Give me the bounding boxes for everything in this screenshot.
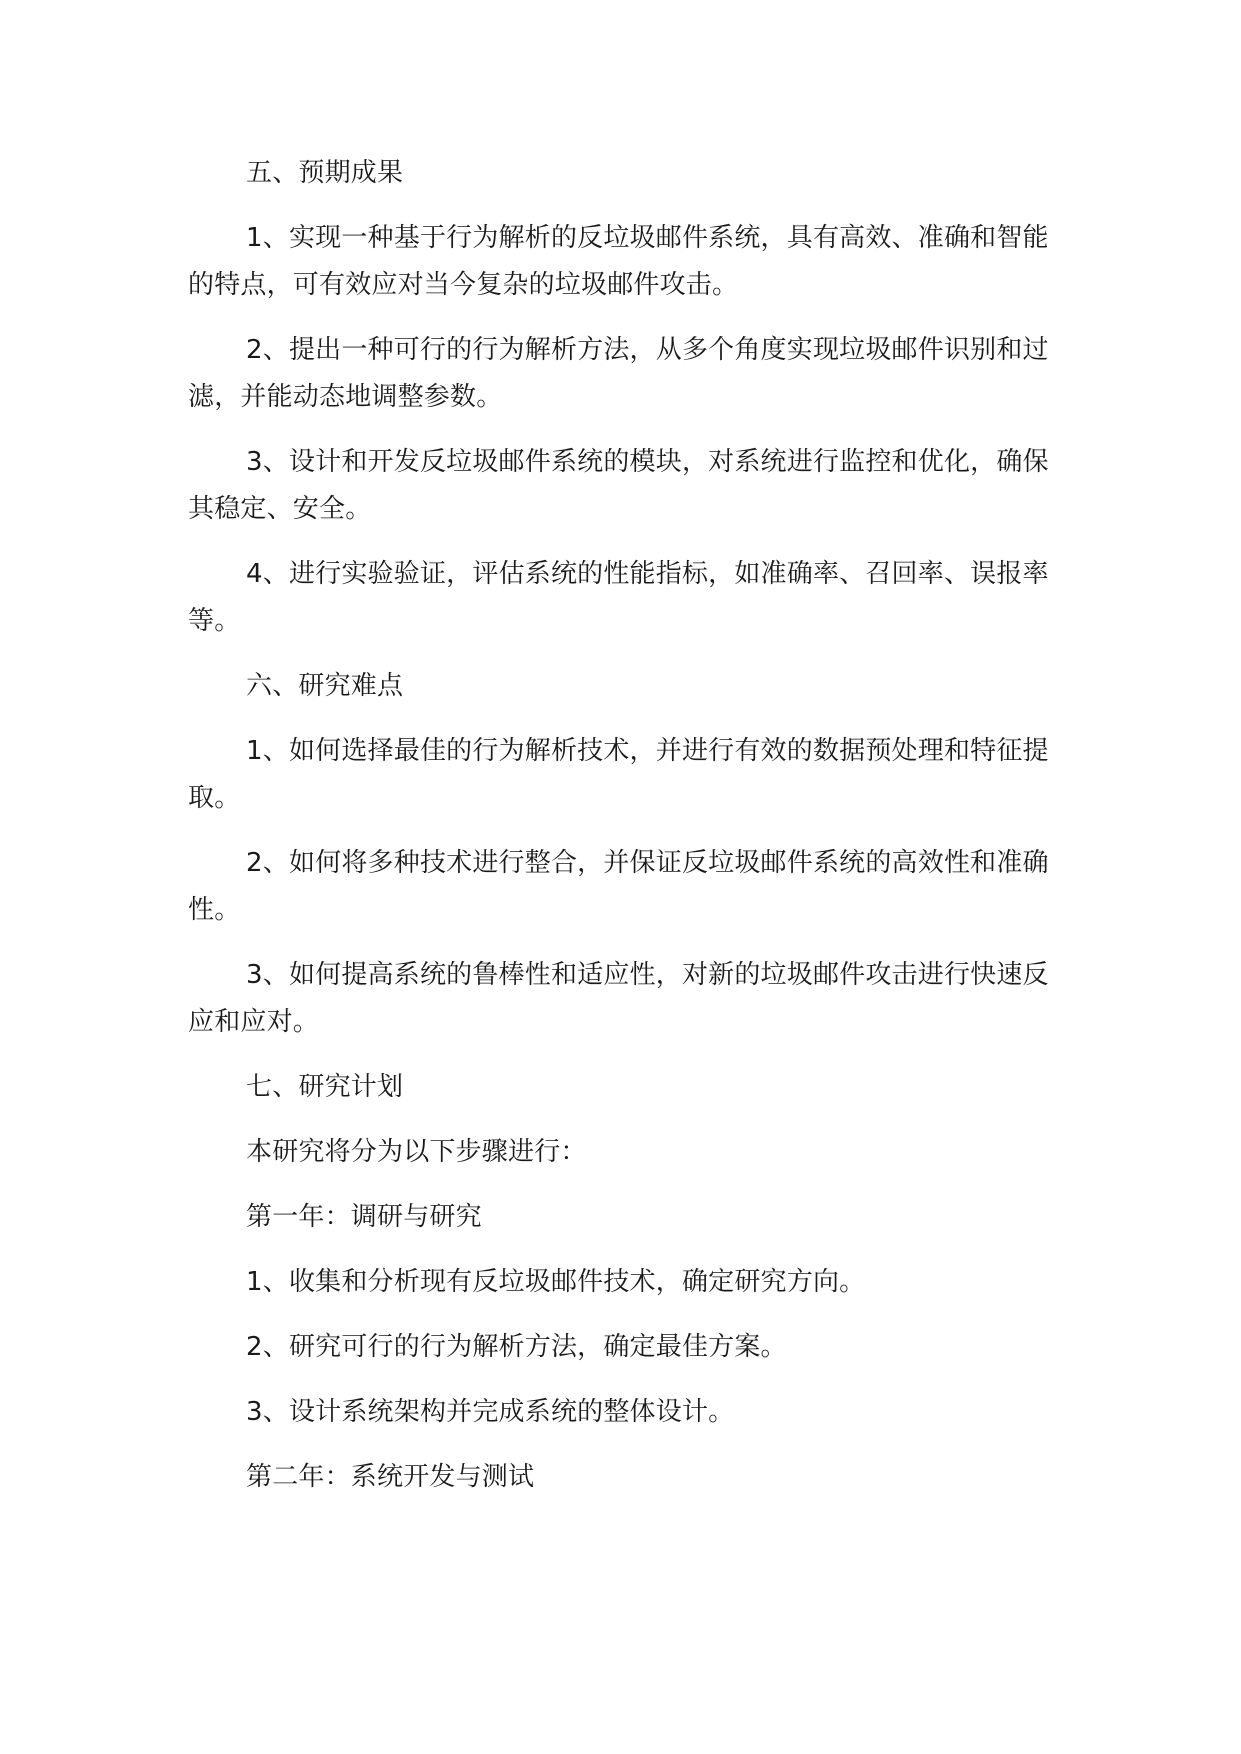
section-heading-research-plan: 七、研究计划: [246, 1072, 404, 1102]
paragraph: 本研究将分为以下步骤进行：: [246, 1137, 587, 1167]
paragraph: 3、设计系统架构并完成系统的整体设计。: [246, 1397, 735, 1427]
paragraph: 1、实现一种基于行为解析的反垃圾邮件系统，具有高效、准确和智能的特点，可有效应对当今复杂的垃圾邮件攻击。: [188, 223, 1049, 300]
subheading-first-year: 第一年：调研与研究: [246, 1202, 482, 1232]
paragraph: 2、研究可行的行为解析方法，确定最佳方案。: [246, 1332, 787, 1362]
paragraph: 2、提出一种可行的行为解析方法，从多个角度实现垃圾邮件识别和过滤，并能动态地调整参数。: [188, 335, 1049, 412]
paragraph: 3、如何提高系统的鲁棒性和适应性，对新的垃圾邮件攻击进行快速反应和应对。: [188, 960, 1049, 1037]
subheading-second-year: 第二年：系统开发与测试: [246, 1462, 535, 1492]
paragraph: 2、如何将多种技术进行整合，并保证反垃圾邮件系统的高效性和准确性。: [188, 848, 1049, 925]
paragraph: 3、设计和开发反垃圾邮件系统的模块，对系统进行监控和优化，确保其稳定、安全。: [188, 447, 1049, 524]
section-heading-expected-results: 五、预期成果: [246, 158, 404, 188]
section-heading-research-difficulties: 六、研究难点: [246, 671, 404, 701]
paragraph: 1、如何选择最佳的行为解析技术，并进行有效的数据预处理和特征提取。: [188, 736, 1049, 813]
document-body: [188, 150, 1054, 1501]
paragraph: 1、收集和分析现有反垃圾邮件技术，确定研究方向。: [246, 1267, 866, 1297]
paragraph: 4、进行实验验证，评估系统的性能指标，如准确率、召回率、误报率等。: [188, 559, 1049, 636]
